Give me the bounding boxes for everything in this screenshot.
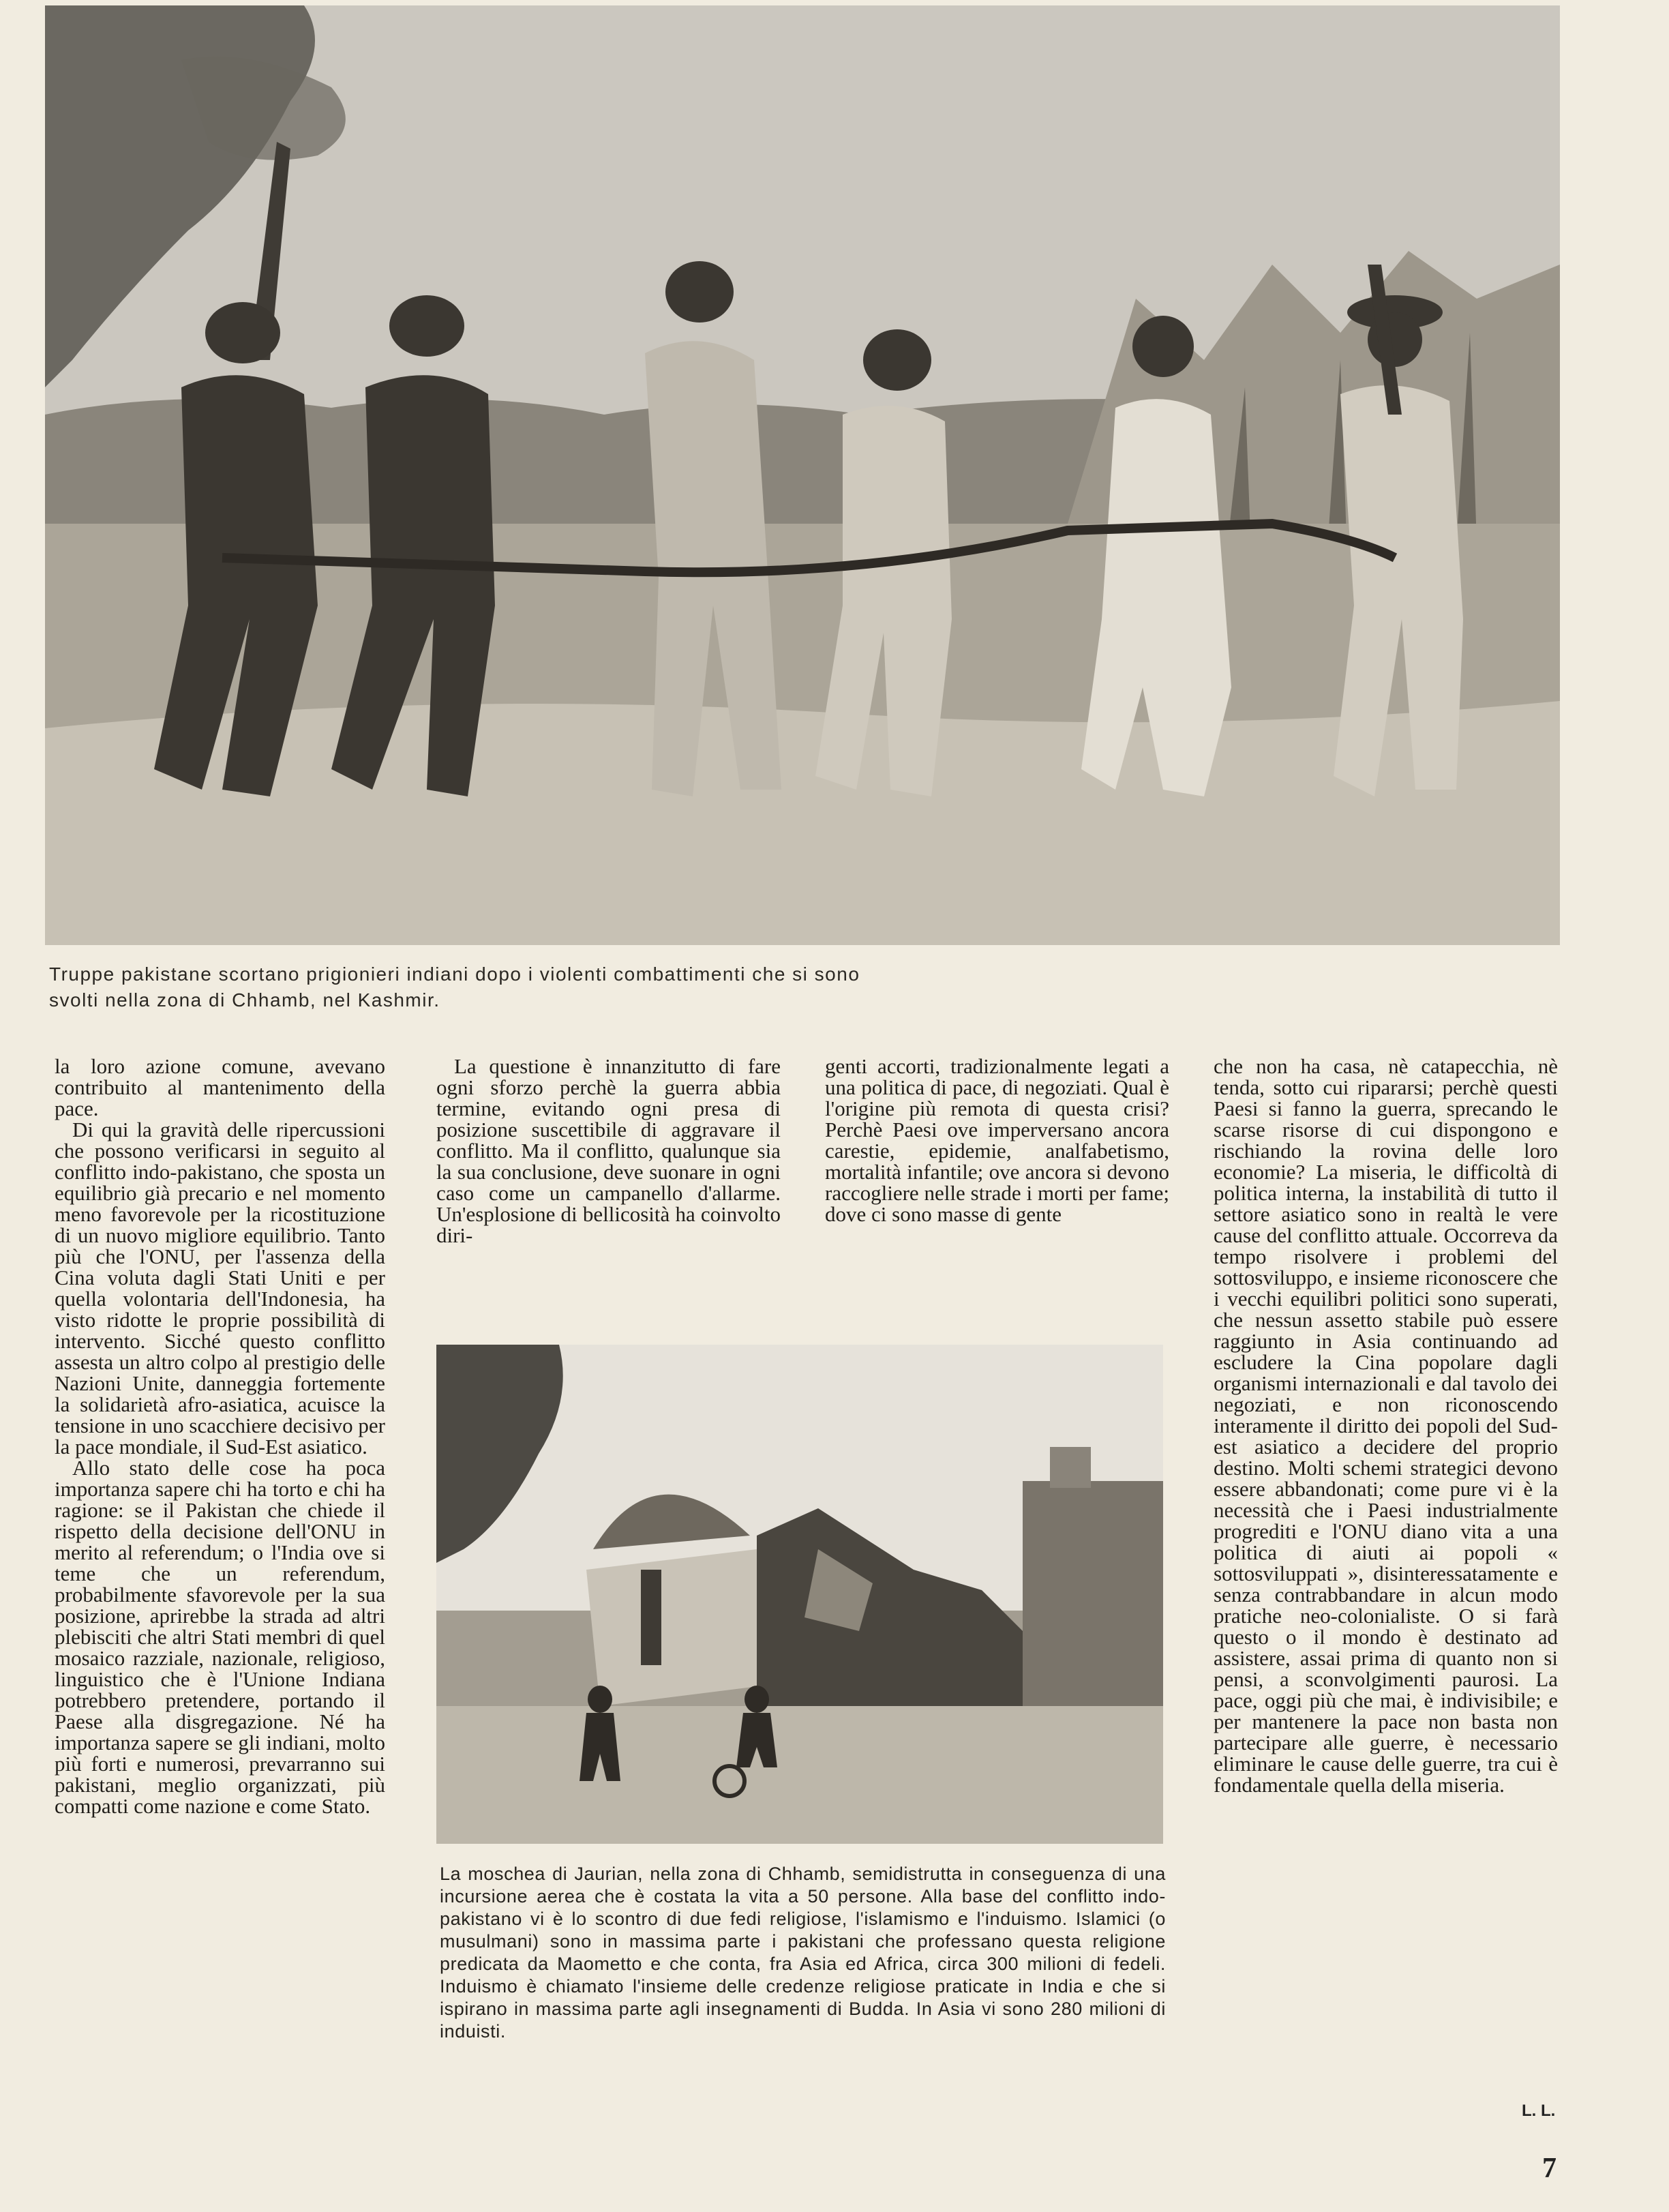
paragraph: che non ha casa, nè catapecchia, nè tenda, sotto cui ripararsi; perchè questi Paesi si fanno la guerra, sprecando le scarse risorse di cui dispongono e rischiando la rovina delle loro economie? La miseria, le difficoltà di politica interna, la instabilità di tutto il settore asiatico sono in realtà le vere cause del conflitto attuale. Occorreva da tempo risolvere i problemi del sottosviluppo, e insieme riconoscere che i vecchi equilibri politici sono superati, che nessun assetto stabile può essere raggiunto in Asia continuando ad escludere la Cina popolare dagli organismi internazionali e dal tavolo dei negoziati, e non riconoscendo interamente il diritto dei popoli del Sud-est asiatico a decidere del proprio destino. Molti schemi strategici devono essere abbandonati; come pure vi è la necessità che i Paesi industrialmente progrediti e l'ONU diano vita a una politica di aiuti ai popoli « sottosviluppati », disinteressatamente e senza contrabbandare in alcun modo pratiche neo-colonialiste. O si farà questo o il mondo è destinato ad assistere, assai prima di quanto non si pensi, a sconvolgimenti paurosi. La pace, oggi più che mai, è indivisibile; e per mantenere la pace non basta non partecipare alle guerre, è necessario eliminare le cause delle guerre, tra cui è fondamentale quella della miseria. xyxy=(1214,1054,1558,1797)
top-photo-caption: Truppe pakistane scortano prigionieri indiani dopo i violenti combattimenti che si sono svolti nella zona di Chhamb, nel Kashmir. xyxy=(49,963,860,1011)
prisoners-photo-illustration xyxy=(45,5,1560,945)
page-number: 7 xyxy=(1542,2153,1557,2184)
mosque-photo-caption: La moschea di Jaurian, nella zona di Chhamb, semidistrutta in conseguenza di una incursione aerea che è costata la vita a 50 persone. Alla base del conflitto indo-pakistano vi è lo scontro di due fedi religiose, l'islamismo e l'induismo. Islamici (o musulmani) sono in massima parte i pakistani che professano questa religione predicata da Maometto e che conta, fra Asia ed Africa, circa 300 milioni di fedeli. Induismo è chiamato l'insieme delle credenze religiose praticate in India e che si ispirano in massima parte agli insegnamenti di Budda. In Asia vi sono 280 milioni di induisti. xyxy=(440,1864,1166,2042)
prisoners-photo xyxy=(45,5,1560,945)
paragraph: La questione è innanzitutto di fare ogni sforzo perchè la guerra abbia termine, evitando ogni presa di posizione suscettibile di aggravare il conflitto. Ma il conflitto, qualunque sia la sua conclusione, deve suonare in ogni caso come un campanello d'allarme. Un'esplosione di bellicosità ha coinvolto diri- xyxy=(436,1054,781,1247)
text-column-4 xyxy=(1214,1056,1558,1795)
paragraph: Di qui la gravità delle ripercussioni che possono verificarsi in seguito al conflitto indo-pakistano, che sposta un equilibrio già precario e nel momento meno favorevole per la ricostituzione di un nuovo migliore equilibrio. Tanto più che l'ONU, per l'assenza della Cina voluta dagli Stati Uniti e per quella volontaria dell'Indonesia, ha visto ridotte le proprie possibilità di intervento. Sicché questo conflitto assesta un altro colpo al prestigio delle Nazioni Unite, danneggia fortemente la solidarietà afro-asiatica, acuisce la tensione in uno scacchiere decisivo per la pace mondiale, il Sud-Est asiatico. xyxy=(55,1118,385,1459)
mosque-photo-illustration xyxy=(436,1345,1163,1844)
paragraph: Allo stato delle cose ha poca importanza sapere chi ha torto e chi ha ragione: se il Pakistan che chiede il rispetto della decisione dell'ONU in merito al referendum; o l'India ove si teme che un referendum, probabilmente sfavorevole per la sua posizione, aprirebbe la strada ad altri plebisciti che altri Stati membri di quel mosaico razziale, nazionale, religioso, linguistico che è l'Unione Indiana potrebbero pretendere, portando il Paese alla disgregazione. Né ha importanza sapere se gli indiani, molto più forti e numerosi, prevarranno sui pakistani, meglio organizzati, più compatti come nazione e come Stato. xyxy=(55,1456,385,1818)
paragraph: la loro azione comune, avevano contribuito al mantenimento della pace. xyxy=(55,1054,385,1120)
paragraph: genti accorti, tradizionalmente legati a una politica di pace, di negoziati. Qual è l'origine più remota di questa crisi? Perchè Paesi ove imperversano ancora carestie, epidemie, analfabetismo, mortalità infantile; ove ancora si devono raccogliere nelle strade i morti per fame; dove ci sono masse di gente xyxy=(825,1054,1169,1226)
text-column-1 xyxy=(55,1056,385,1817)
text-column-2 xyxy=(436,1056,781,1246)
text-column-3 xyxy=(825,1056,1169,1225)
mosque-photo xyxy=(436,1345,1163,1844)
author-signature: L. L. xyxy=(1522,2102,1556,2120)
